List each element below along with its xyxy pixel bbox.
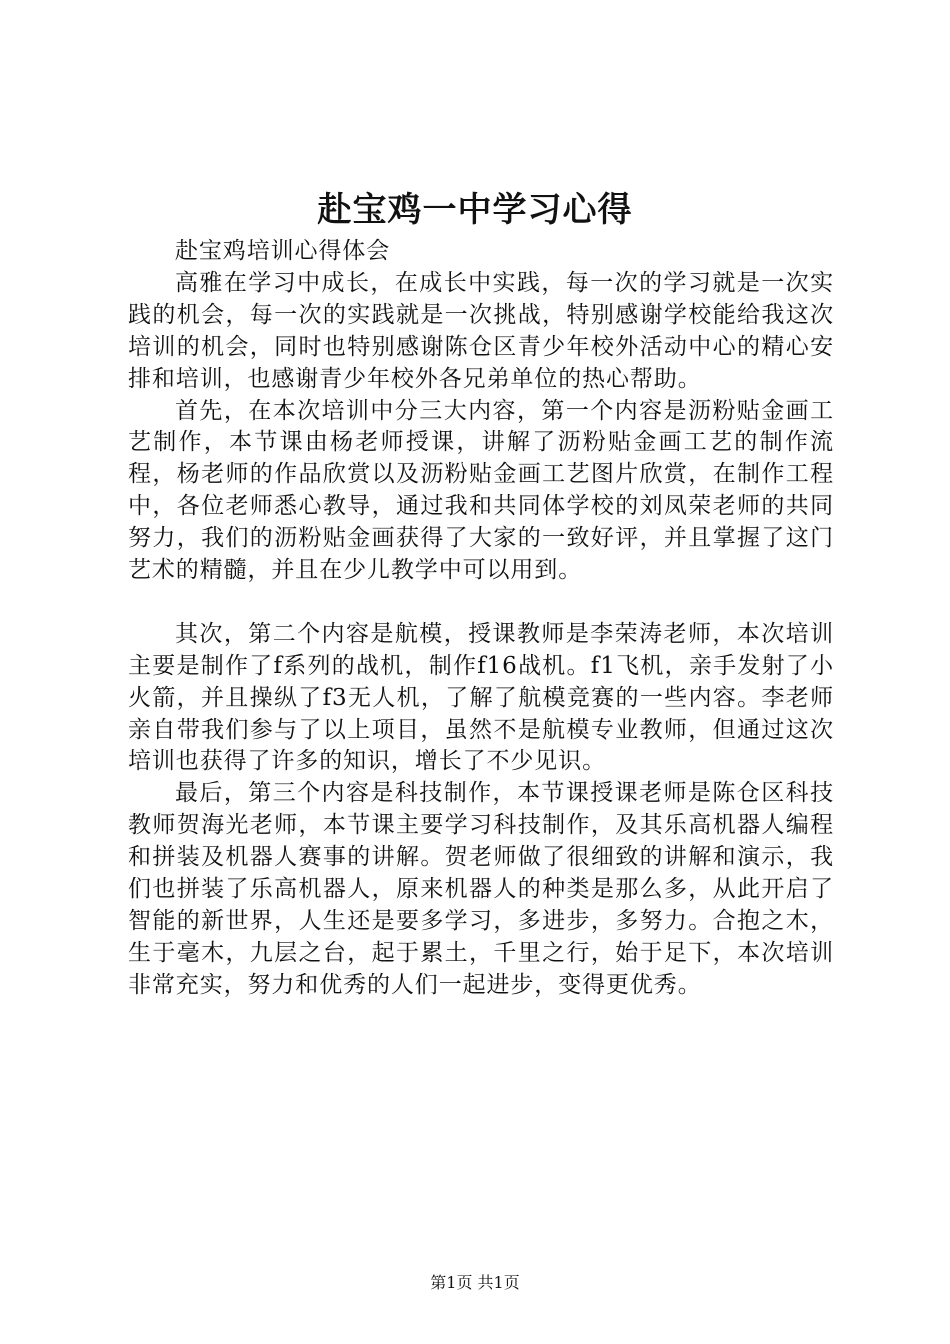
intro-paragraph: 高雅在学习中成长，在成长中实践，每一次的学习就是一次实践的机会，每一次的实践就是一次挑战，特别感谢学校能给我这次培训的机会，同时也特别感谢陈仓区青少年校外活动中心的精心安排和培训，也感谢青少年校外各兄弟单位的热心帮助。 — [128, 269, 834, 392]
second-section-paragraph: 其次，第二个内容是航模，授课教师是李荣涛老师，本次培训主要是制作了f系列的战机，制作f16战机。f1飞机，亲手发射了小火箭，并且操纵了f3无人机，了解了航模竞赛的一些内容。李老师亲自带我们参与了以上项目，虽然不是航模专业教师，但通过这次培训也获得了许多的知识，增长了不少见识。 — [128, 620, 834, 775]
first-section-paragraph: 首先，在本次培训中分三大内容，第一个内容是沥粉贴金画工艺制作，本节课由杨老师授课，讲解了沥粉贴金画工艺的制作流程，杨老师的作品欣赏以及沥粉贴金画工艺图片欣赏，在制作工程中，各位老师悉心教导，通过我和共同体学校的刘凤荣老师的共同努力，我们的沥粉贴金画获得了大家的一致好评，并且掌握了这门艺术的精髓，并且在少儿教学中可以用到。 — [128, 397, 834, 584]
paragraph-spacer — [128, 587, 834, 619]
page-footer: 第1页 共1页 — [430, 1273, 520, 1292]
document-body — [128, 236, 834, 1002]
subtitle-paragraph: 赴宝鸡培训心得体会 — [175, 238, 391, 264]
document-title: 赴宝鸡一中学习心得 — [317, 190, 633, 230]
third-section-paragraph: 最后，第三个内容是科技制作，本节课授课老师是陈仓区科技教师贺海光老师，本节课主要学习科技制作，及其乐高机器人编程和拼装及机器人赛事的讲解。贺老师做了很细致的讲解和演示，我们也拼装了乐高机器人，原来机器人的种类是那么多，从此开启了智能的新世界，人生还是要多学习，多进步，多努力。合抱之木，生于毫木，九层之台，起于累土，千里之行，始于足下，本次培训非常充实，努力和优秀的人们一起进步，变得更优秀。 — [128, 780, 834, 998]
